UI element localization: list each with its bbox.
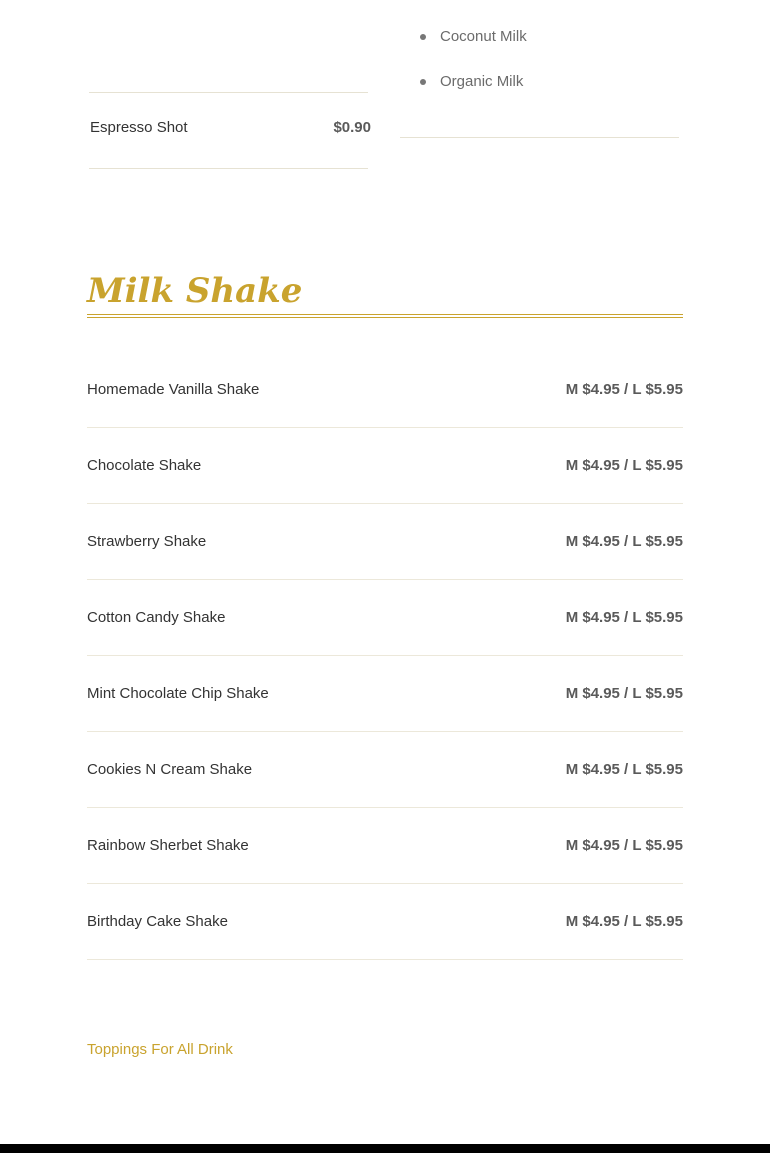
toppings-link[interactable]: Toppings For All Drink: [87, 1041, 233, 1058]
section-title: Milk Shake: [87, 271, 303, 311]
menu-item-name: Homemade Vanilla Shake: [87, 381, 260, 398]
list-item: [87, 808, 683, 884]
milk-shake-section-header: [87, 268, 683, 318]
list-item: [87, 656, 683, 732]
menu-item-name: Espresso Shot: [90, 119, 188, 136]
list-item: [87, 352, 683, 428]
menu-item-name: Cookies N Cream Shake: [87, 761, 253, 778]
divider: [89, 168, 368, 169]
menu-item-name: Cotton Candy Shake: [87, 609, 226, 626]
divider: [89, 92, 368, 93]
menu-item-name: Strawberry Shake: [87, 533, 207, 550]
bottom-bar: [0, 1144, 770, 1153]
milk-shake-menu-list: [87, 352, 683, 960]
list-item: [87, 428, 683, 504]
menu-item-name: Mint Chocolate Chip Shake: [87, 685, 269, 702]
list-item: [87, 732, 683, 808]
list-item-label: Coconut Milk: [440, 28, 527, 45]
menu-item-espresso-shot: [90, 119, 371, 136]
divider: [400, 137, 679, 138]
list-item: [87, 504, 683, 580]
bullet-icon: [420, 79, 426, 85]
menu-item-name: Birthday Cake Shake: [87, 913, 228, 930]
menu-item-price: M $4.95 / L $5.95: [565, 913, 683, 930]
menu-item-price: M $4.95 / L $5.95: [565, 837, 683, 854]
title-rule: [87, 314, 683, 318]
list-item: [420, 27, 527, 72]
bullet-icon: [420, 34, 426, 40]
menu-item-price: M $4.95 / L $5.95: [565, 381, 683, 398]
list-item: [87, 884, 683, 960]
milk-options-list: [420, 27, 527, 117]
list-item-label: Organic Milk: [440, 73, 524, 90]
menu-item-price: M $4.95 / L $5.95: [565, 533, 683, 550]
list-item: [420, 72, 527, 117]
menu-item-price: M $4.95 / L $5.95: [565, 761, 683, 778]
menu-item-price: $0.90: [333, 119, 371, 136]
menu-item-price: M $4.95 / L $5.95: [565, 609, 683, 626]
menu-item-name: Rainbow Sherbet Shake: [87, 837, 249, 854]
menu-item-name: Chocolate Shake: [87, 457, 202, 474]
list-item: [87, 580, 683, 656]
menu-item-price: M $4.95 / L $5.95: [565, 457, 683, 474]
menu-item-price: M $4.95 / L $5.95: [565, 685, 683, 702]
